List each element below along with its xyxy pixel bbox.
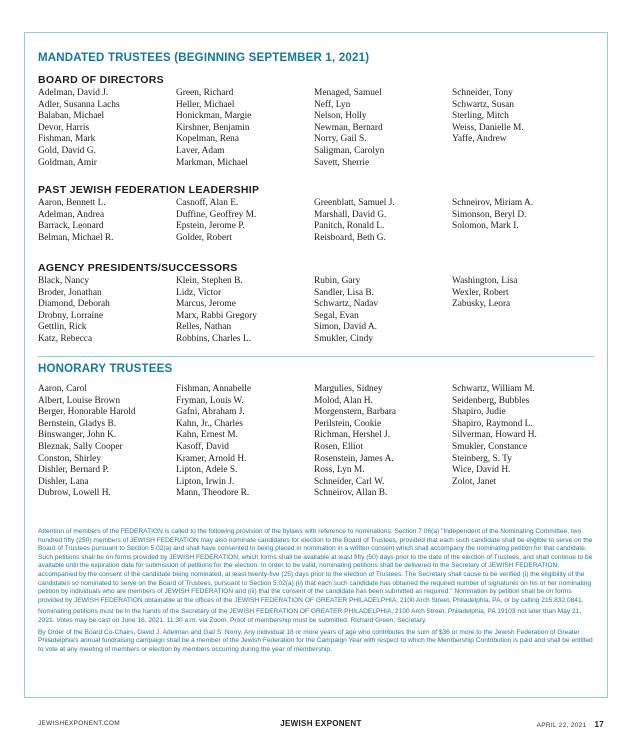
name-column (176, 198, 314, 244)
trustee-name: Honickman, Margie (176, 111, 252, 122)
trustee-name: Goldman, Amir (38, 157, 97, 168)
trustee-name: Lidz, Victor (176, 287, 222, 298)
trustee-name: Newman, Bernard (314, 122, 383, 133)
name-column (452, 88, 590, 169)
trustee-name: Rubin, Gary (314, 276, 361, 286)
trustee-name: Fishman, Mark (38, 134, 96, 145)
honorary-trustees-list (38, 384, 598, 500)
trustee-name: Balaban, Michael (38, 111, 105, 122)
name-column (314, 384, 452, 500)
trustee-name: Sandler, Lisa B. (314, 287, 375, 298)
trustee-name: Schwartz, Susan (452, 99, 514, 110)
trustee-name: Adler, Susanna Lachs (38, 99, 120, 110)
trustee-name: Wice, David H. (452, 465, 511, 476)
trustee-name: Zabusky, Leora (452, 299, 511, 310)
trustee-name: Schneider, Carl W. (314, 476, 385, 487)
name-column (38, 276, 176, 346)
footer-date: APRIL 22, 2021 (536, 722, 587, 729)
trustee-name: Nelson, Holly (314, 111, 367, 122)
agency-presidents-heading: AGENCY PRESIDENTS/SUCCESSORS (38, 262, 238, 274)
trustee-name: Bernstein, Gladys B. (38, 418, 117, 429)
trustee-name: Heller, Michael (176, 99, 235, 110)
trustee-name: Schwartz, William M. (452, 384, 535, 394)
name-column (314, 198, 452, 244)
trustee-name: Devor, Harris (38, 122, 90, 133)
trustee-name: Smukler, Cindy (314, 333, 374, 344)
trustee-name: Yaffe, Andrew (452, 134, 507, 145)
trustee-name: Binswanger, John K. (38, 430, 117, 441)
trustee-name: Kahn, Ernest M. (176, 430, 238, 441)
trustee-name: Gold, David G. (38, 145, 96, 156)
trustee-name: Berger, Honorable Harold (38, 407, 136, 418)
trustee-name: Ross, Lyn M. (314, 465, 365, 476)
trustee-name: Neff, Lyn (314, 99, 351, 110)
trustee-name: Lipton, Irwin J. (176, 476, 235, 487)
trustee-name: Menaged, Samuel (314, 88, 382, 98)
trustee-name: Schneirov, Allan B. (314, 488, 388, 499)
trustee-name: Golder, Robert (176, 232, 232, 243)
trustee-name: Perilstein, Cookie (314, 418, 382, 429)
trustee-name: Broder, Jonathan (38, 287, 102, 298)
trustee-name: Schwartz, Nadav (314, 299, 379, 310)
trustee-name: Kirshner, Benjamin (176, 122, 250, 133)
trustee-name: Marcus, Jerome (176, 299, 236, 310)
notice-membership-paragraph: By Order of the Board Co-Chairs, David J. Adelman and Gail S. Norry. Any individual 18 or more years of age who contributes the sum of $36 or more to the Jewish Federation of Greater Philadelphia's annual fundraising campaign shall be a member of the Jewish Federation for the Campaign Year with respect to which the Membership Contribution is paid and shall be entitled to vote at any meeting of members or election by members occurring during the year of membership. (38, 628, 593, 653)
trustee-name: Kasoff, David (176, 441, 229, 452)
trustee-name: Lipton, Adele S. (176, 465, 238, 476)
nomination-notice (38, 528, 598, 657)
trustee-name: Adelman, David J. (38, 88, 109, 98)
trustee-name: Adelman, Andrea (38, 209, 105, 220)
notice-deadline-paragraph: Nominating petitions must be in the hands of the Secretary of the JEWISH FEDERATION OF GREATER PHILADELPHIA, 2100 Arch Street, Philadelphia, PA 19103 not later than May 21, 2021. Votes may be cast on June 16, 2021, 11:30 a.m. via Zoom. Proof of membership must be submitted. Richard Green, Secretary. (38, 608, 582, 624)
trustee-name: Greenblatt, Samuel J. (314, 198, 395, 208)
footer-publication: JEWISH EXPONENT (280, 719, 362, 728)
trustee-name: Gettlin, Rick (38, 322, 87, 333)
trustee-name: Zolot, Janet (452, 476, 497, 487)
trustee-name: Marx, Rabbi Gregory (176, 310, 257, 321)
honorary-trustees-heading: HONORARY TRUSTEES (38, 363, 173, 375)
board-of-directors-heading: BOARD OF DIRECTORS (38, 74, 164, 86)
footer-site: JEWISHEXPONENT.COM (38, 720, 120, 727)
trustee-name: Black, Nancy (38, 276, 90, 286)
trustee-name: Shapiro, Raymond L. (452, 418, 533, 429)
name-column (176, 384, 314, 500)
trustee-name: Weiss, Danielle M. (452, 122, 524, 133)
name-column (176, 88, 314, 169)
trustee-name: Barrack, Leonard (38, 221, 104, 232)
past-leadership-list (38, 198, 598, 244)
past-leadership-heading: PAST JEWISH FEDERATION LEADERSHIP (38, 184, 260, 196)
trustee-name: Molod, Alan H. (314, 395, 373, 406)
mandated-trustees-heading: MANDATED TRUSTEES (BEGINNING SEPTEMBER 1, 2021) (38, 52, 370, 64)
trustee-name: Schneider, Tony (452, 88, 513, 98)
section-divider (38, 356, 594, 357)
trustee-name: Solomon, Mark I. (452, 221, 519, 232)
trustee-name: Epstein, Jerome P. (176, 221, 245, 232)
trustee-name: Gafni, Abraham J. (176, 407, 245, 418)
trustee-name: Simon, David A. (314, 322, 378, 333)
trustee-name: Diamond, Deborah (38, 299, 110, 310)
name-column (314, 276, 452, 346)
trustee-name: Morgenstern, Barbara (314, 407, 397, 418)
trustee-name: Fishman, Annabelle (176, 384, 251, 394)
trustee-name: Albert, Louise Brown (38, 395, 121, 406)
footer-page-number: 17 (594, 720, 604, 729)
trustee-name: Savett, Sherrie (314, 157, 370, 168)
trustee-name: Marshall, David G. (314, 209, 387, 220)
trustee-name: Seidenberg, Bubbles (452, 395, 530, 406)
trustee-name: Reisboard, Beth G. (314, 232, 386, 243)
trustee-name: Dishler, Lana (38, 476, 89, 487)
trustee-name: Dubrow, Lowell H. (38, 488, 111, 499)
trustee-name: Kahn, Jr., Charles (176, 418, 243, 429)
trustee-name: Rosen, Elliot (314, 441, 363, 452)
agency-presidents-list (38, 276, 598, 346)
trustee-name: Mann, Theodore R. (176, 488, 250, 499)
trustee-name: Aaron, Bennett L. (38, 198, 106, 208)
trustee-name: Kramer, Arnold H. (176, 453, 247, 464)
trustee-name: Aaron, Carol (38, 384, 87, 394)
trustee-name: Smukler, Constance (452, 441, 528, 452)
trustee-name: Norry, Gail S. (314, 134, 367, 145)
board-of-directors-list (38, 88, 598, 169)
trustee-name: Markman, Michael (176, 157, 248, 168)
name-column (38, 198, 176, 244)
footer-date-page (537, 720, 604, 729)
trustee-name: Fryman, Louis W. (176, 395, 244, 406)
name-column (314, 88, 452, 169)
trustee-name: Dishler, Bernard P. (38, 465, 109, 476)
trustee-name: Rosenstein, James A. (314, 453, 394, 464)
trustee-name: Panitch, Ronald L. (314, 221, 385, 232)
trustee-name: Segal, Evan (314, 310, 359, 321)
name-column (452, 384, 590, 500)
trustee-name: Green, Richard (176, 88, 234, 98)
trustee-name: Margulies, Sidney (314, 384, 383, 394)
trustee-name: Katz, Rebecca (38, 333, 93, 344)
trustee-name: Duffine, Geoffrey M. (176, 209, 257, 220)
trustee-name: Laver, Adam (176, 145, 225, 156)
trustee-name: Klein, Stephen B. (176, 276, 243, 286)
trustee-name: Casnoff, Alan E. (176, 198, 239, 208)
trustee-name: Shapiro, Judie (452, 407, 506, 418)
trustee-name: Silverman, Howard H. (452, 430, 537, 441)
trustee-name: Drobny, Lorraine (38, 310, 103, 321)
name-column (176, 276, 314, 346)
name-column (38, 88, 176, 169)
notice-bylaws-paragraph: Attention of members of the FEDERATION is called to the following provision of the bylaws with reference to nominations: Section 7.06(a) "Independent of the Nominating Committee, two hundred fifty (250) members of JEWISH FEDERATION may also nominate candidates for election to the Board of Trustees, provided that each such candidate shall be eligible to serve on the Board of Trustees pursuant to Section 5.02(a) and shall have consented to being placed in nomination in a written consent which shall accompany the nominating petition for that candidate. Such petitions shall be on forms provided by JEWISH FEDERATION, which forms shall be available at least fifty (50) days prior to the date of the election of Trustees, and shall continue to be available until the expiration date for submission of petitions for the election. In order to be valid, nominating petitions shall be delivered to the Secretary of JEWISH FEDERATION, accompanied by the consent of the candidate being nominated, at least twenty-five (25) days prior to the election of Trustees. The Secretary shall cause to be verified (i) the eligibility of the candidates so nominated to serve on the Board of Trustees, pursuant to Section 5.02(a) (ii) that each such candidate has obtained the required number of signatures on his or her nominating petition by individuals who are members of JEWISH FEDERATION and (iii) that the consent of the candidate has been submitted as required." Nomination by petition shall be on forms provided by JEWISH FEDERATION obtainable at the offices of the JEWISH FEDERATION OF GREATER PHILADELPHIA, 2100 Arch Street, Philadelphia, PA, or by calling 215.832.0841. (38, 528, 593, 604)
trustee-name: Simonson, Beryl D. (452, 209, 527, 220)
trustee-name: Sterling, Mitch (452, 111, 509, 122)
name-column (38, 384, 176, 500)
trustee-name: Washington, Lisa (452, 276, 518, 286)
page-footer (38, 719, 604, 731)
trustee-name: Kopelman, Rena (176, 134, 240, 145)
trustee-name: Schneirov, Miriam A. (452, 198, 534, 208)
trustee-name: Robbins, Charles L. (176, 333, 251, 344)
trustee-name: Bleznak, Sally Cooper (38, 441, 123, 452)
trustee-name: Conston, Shirley (38, 453, 102, 464)
trustee-name: Richman, Hershel J. (314, 430, 391, 441)
name-column (452, 198, 590, 244)
trustee-name: Belman, Michael R. (38, 232, 114, 243)
trustee-name: Relles, Nathan (176, 322, 232, 333)
trustee-name: Saligman, Carolyn (314, 145, 385, 156)
name-column (452, 276, 590, 346)
trustee-name: Steinberg, S. Ty (452, 453, 512, 464)
trustee-name: Wexler, Robert (452, 287, 509, 298)
